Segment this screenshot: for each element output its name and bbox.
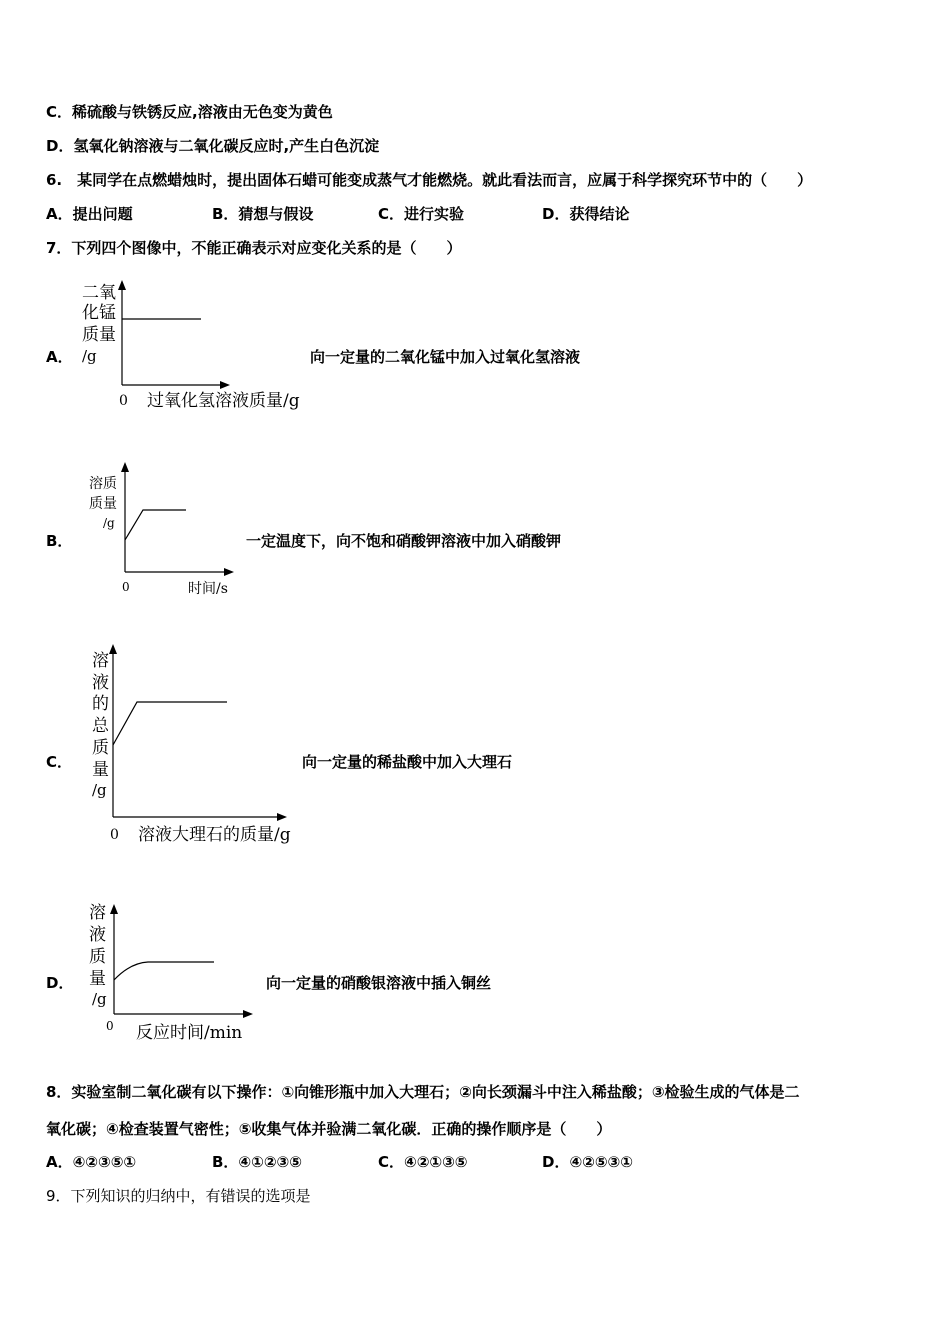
graph-a-ylabel-4: /g (82, 347, 97, 365)
q6-option-b: B．猜想与假设 (212, 205, 314, 223)
q6-stem: 6. 某同学在点燃蜡烛时，提出固体石蜡可能变成蒸气才能燃烧。就此看法而言，应属于科学探究环节中的（ ） (46, 171, 813, 189)
q7-option-d-label: D． (46, 974, 74, 992)
graph-d-ylabel-2: 液 (89, 925, 106, 945)
q7-option-a-desc: 向一定量的二氧化锰中加入过氧化氢溶液 (310, 348, 581, 366)
graph-d-ylabel-1: 溶 (89, 903, 106, 923)
graph-c-ylabel-1: 溶 (92, 651, 109, 671)
q8-stem-line-2: 氧化碳；④检查装置气密性；⑤收集气体并验满二氧化碳．正确的操作顺序是（ ） (46, 1120, 612, 1138)
graph-a-ylabel-2: 化锰 (82, 303, 116, 323)
graph-a-ylabel-3: 质量 (82, 325, 116, 345)
graph-d-ylabel-3: 质 (89, 947, 106, 967)
q8-option-a: A．④②③⑤① (46, 1153, 137, 1171)
graph-c-xlabel: 溶液大理石的质量/g (138, 825, 291, 845)
q8-option-c: C．④②①③⑤ (378, 1153, 468, 1171)
graph-c-ylabel-5: 质 (92, 738, 109, 758)
graph-a-origin: 0 (119, 393, 128, 409)
q8-option-d: D．④②⑤③① (542, 1153, 633, 1171)
graph-a-ylabel-1: 二氧 (82, 283, 116, 303)
graph-b-ylabel-3: /g (103, 516, 115, 530)
graph-d-ylabel-5: /g (92, 990, 107, 1008)
graph-c-ylabel-6: 量 (92, 760, 109, 780)
q7-stem: 7．下列四个图像中，不能正确表示对应变化关系的是（ ） (46, 239, 462, 257)
graph-d-curve (114, 962, 214, 980)
q7-option-b-desc: 一定温度下，向不饱和硝酸钾溶液中加入硝酸钾 (246, 532, 562, 550)
graph-d-axes (110, 904, 253, 1018)
q5-option-c: C．稀硫酸与铁锈反应,溶液由无色变为黄色 (46, 103, 333, 121)
graph-c-ylabel-2: 液 (92, 673, 109, 693)
graph-b-origin: 0 (122, 580, 130, 594)
graph-b-ylabel-2: 质量 (89, 496, 117, 512)
q6-option-d: D．获得结论 (542, 205, 630, 223)
graph-c-ylabel-7: /g (92, 781, 107, 799)
q8-stem-line-1: 8．实验室制二氧化碳有以下操作：①向锥形瓶中加入大理石；②向长颈漏斗中注入稀盐酸；③检验生成的气体是二 (46, 1083, 800, 1101)
q6-option-a: A．提出问题 (46, 205, 133, 223)
q7-option-d-desc: 向一定量的硝酸银溶液中插入铜丝 (266, 974, 492, 992)
q8-option-b: B．④①②③⑤ (212, 1153, 302, 1171)
q7-option-a-label: A． (46, 348, 73, 366)
q5-option-d: D．氢氧化钠溶液与二氧化碳反应时,产生白色沉淀 (46, 137, 380, 155)
graph-a-xlabel: 过氧化氢溶液质量/g (147, 391, 300, 411)
graph-d-origin: 0 (106, 1019, 114, 1033)
q7-option-c-label: C． (46, 753, 73, 771)
q7-option-c-desc: 向一定量的稀盐酸中加入大理石 (302, 753, 513, 771)
graph-d-ylabel-4: 量 (89, 969, 106, 989)
graph-c-ylabel-4: 总 (92, 716, 109, 736)
q6-option-c: C．进行实验 (378, 205, 465, 223)
graph-d-xlabel: 反应时间/min (136, 1023, 243, 1043)
graph-b-xlabel: 时间/s (188, 581, 228, 597)
graph-b-ylabel-1: 溶质 (89, 476, 117, 492)
graph-c-ylabel-3: 的 (92, 694, 109, 714)
graph-c-origin: 0 (110, 827, 119, 843)
q9-stem: 9．下列知识的归纳中，有错误的选项是 (46, 1187, 311, 1205)
q7-option-b-label: B． (46, 532, 73, 550)
